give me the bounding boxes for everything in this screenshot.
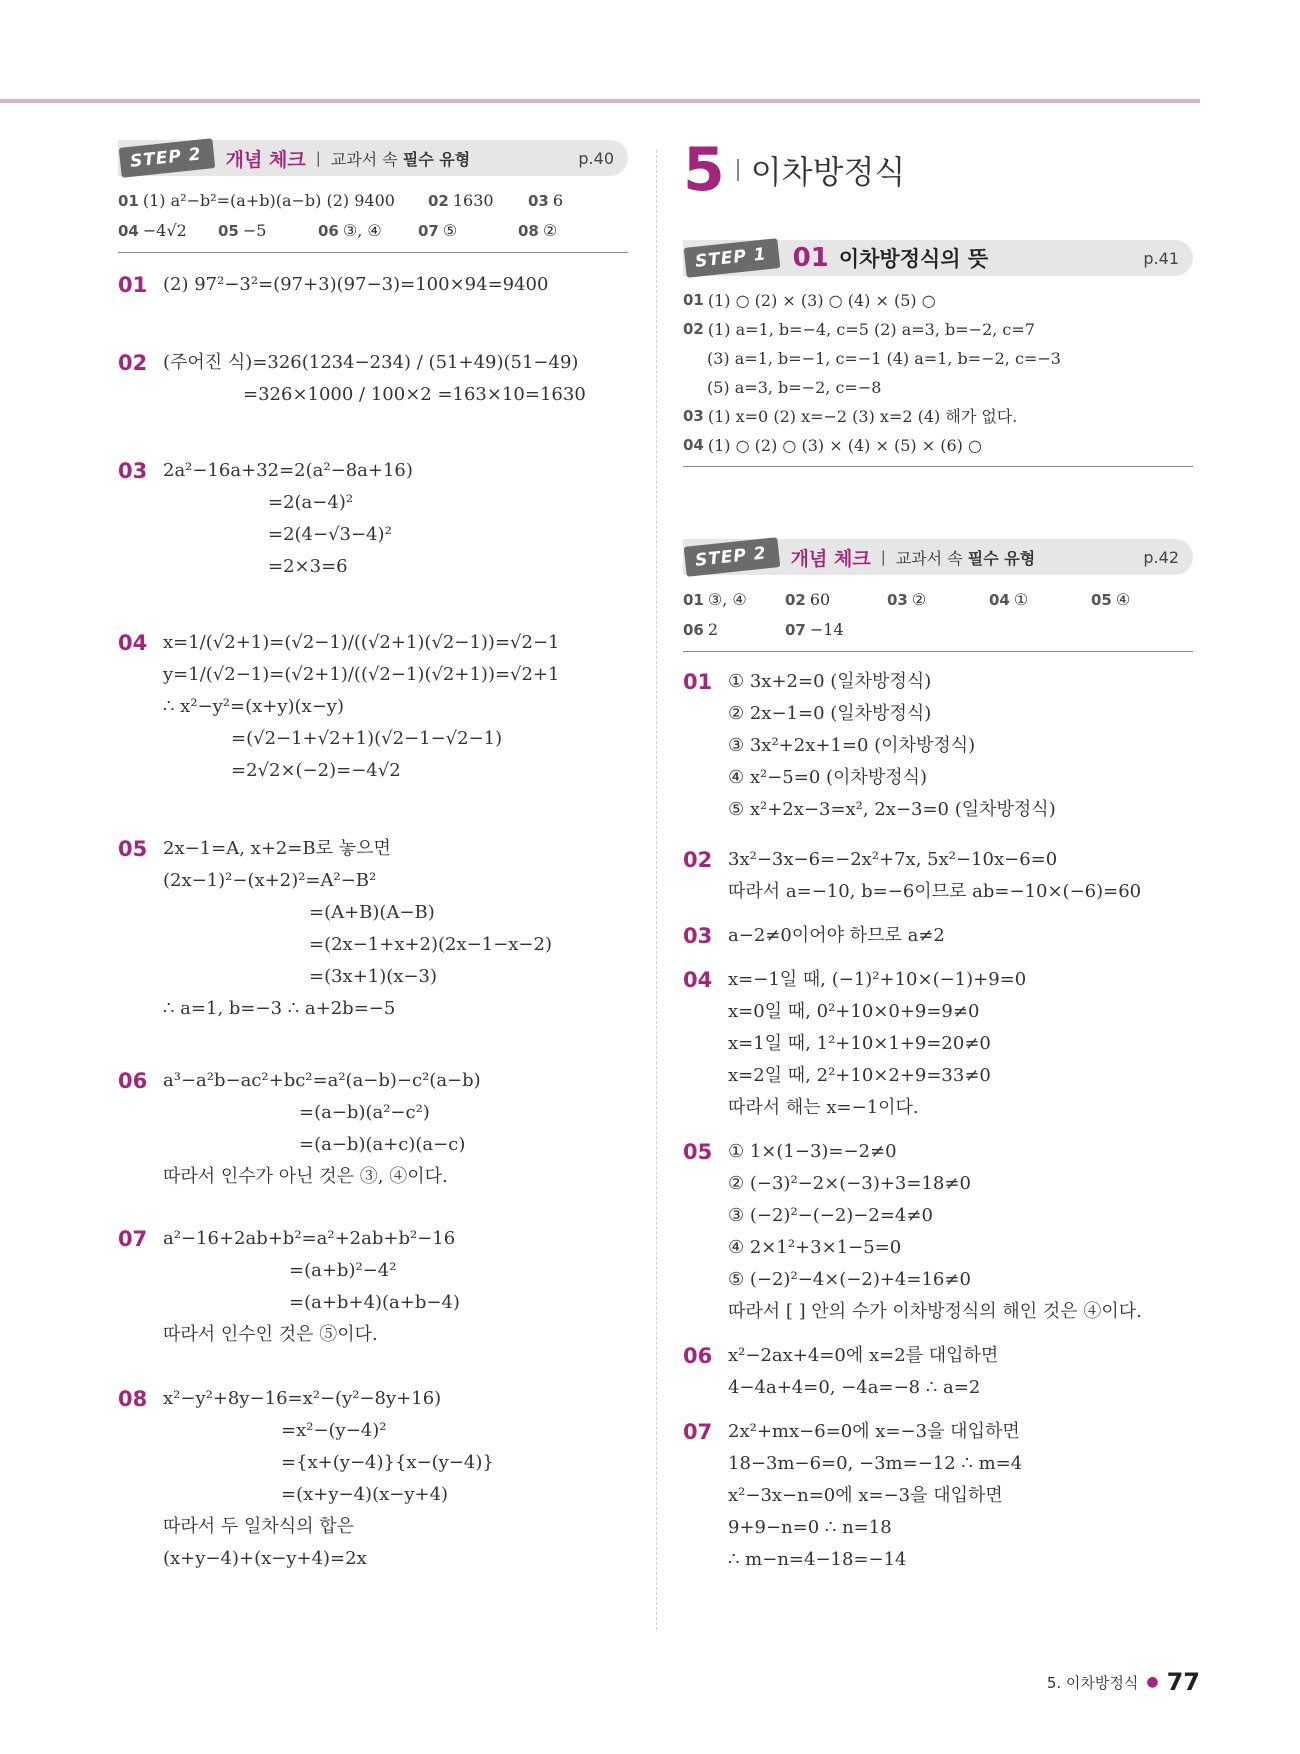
solution-line: x=1일 때, 1²+10×1+9=20≠0 (728, 1033, 991, 1054)
answer-item (418, 216, 518, 246)
answer-row (683, 286, 1193, 315)
answer-row (683, 315, 1193, 344)
solution-item (683, 666, 1193, 826)
solution-line: 따라서 a=−10, b=−6이므로 ab=−10×(−6)=60 (728, 881, 1142, 902)
answer-number: 03 (528, 192, 549, 210)
solution-line: =(x+y−4)(x−y+4) (281, 1484, 449, 1505)
answer-value: (1) ○ (2) × (3) ○ (4) × (5) ○ (707, 291, 936, 310)
title-separator: | (880, 548, 886, 566)
answer-number: 04 (683, 436, 704, 454)
solution-line: 따라서 인수인 것은 ⑤이다. (163, 1324, 378, 1345)
answer-value: (5) a=3, b=−2, c=−8 (707, 378, 882, 397)
solution-line: 2x²+mx−6=0에 x=−3을 대입하면 (728, 1421, 1020, 1442)
solution-line: ∴ a=1, b=−3 ∴ a+2b=−5 (163, 998, 396, 1019)
step1-header (683, 240, 1193, 276)
step2-header (683, 539, 1193, 575)
answer-value: ③, ④ (342, 221, 382, 240)
solution-line: x²−3x−n=0에 x=−3을 대입하면 (728, 1485, 1003, 1506)
solutions (683, 666, 1193, 1576)
page-ref: p.41 (1143, 248, 1179, 268)
solution-item (118, 833, 628, 1025)
answer-item (785, 585, 887, 615)
answer-item (518, 216, 618, 246)
solution-line: ① 1×(1−3)=−2≠0 (728, 1141, 897, 1162)
solutions (118, 269, 628, 1575)
solution-item (118, 269, 628, 301)
solution-line: ④ 2×1²+3×1−5=0 (728, 1237, 902, 1258)
solution-number: 08 (118, 1387, 148, 1411)
solution-line: =2(4−√3−4)² (268, 524, 392, 545)
footer-dot: ● (1146, 1674, 1159, 1690)
solution-line: ① 3x+2=0 (일차방정식) (728, 671, 932, 692)
solution-number: 01 (683, 670, 713, 694)
left-column (118, 140, 628, 1599)
section-title: 개념 체크 (790, 547, 871, 570)
solution-line: =(2x−1+x+2)(2x−1−x−2) (309, 934, 552, 955)
solution-line: =(a−b)(a+c)(a−c) (299, 1134, 466, 1155)
solution-line: (x+y−4)+(x−y+4)=2x (163, 1548, 367, 1569)
answer-number: 02 (683, 320, 704, 338)
answer-number: 01 (683, 291, 704, 309)
solution-line: =2√2×(−2)=−4√2 (231, 760, 401, 781)
chapter-bar (737, 159, 739, 181)
solution-item (118, 1223, 628, 1351)
answer-value: (1) ○ (2) ○ (3) × (4) × (5) × (6) ○ (707, 436, 982, 455)
answer-number: 06 (318, 222, 339, 240)
solution-line: 9+9−n=0 ∴ n=18 (728, 1517, 892, 1538)
answer-item (1091, 585, 1193, 615)
page-ref: p.40 (578, 148, 614, 168)
section-subtitle: 교과서 속 필수 유형 (330, 149, 471, 169)
solution-line: 2a²−16a+32=2(a²−8a+16) (163, 460, 413, 481)
answer-number: 04 (989, 591, 1010, 609)
page-ref: p.42 (1143, 547, 1179, 567)
solution-item (683, 1136, 1193, 1328)
solution-item (683, 920, 1193, 952)
chapter-number: 5 (683, 135, 725, 205)
answer-row (683, 585, 1193, 615)
solution-item (683, 844, 1193, 908)
answer-value: ③, ④ (707, 590, 747, 609)
solution-line: ∴ m−n=4−18=−14 (728, 1549, 907, 1570)
solution-line: x=0일 때, 0²+10×0+9=9≠0 (728, 1001, 980, 1022)
solution-number: 03 (683, 924, 713, 948)
solution-item (118, 455, 628, 583)
answer-number: 03 (683, 407, 704, 425)
right-column (683, 135, 1193, 1600)
answer-row (683, 431, 1193, 460)
page-footer (1047, 1668, 1200, 1696)
solution-line: 따라서 인수가 아닌 것은 ③, ④이다. (163, 1166, 448, 1187)
answer-number: 04 (118, 222, 139, 240)
answer-item (683, 615, 785, 645)
answer-number: 06 (683, 621, 704, 639)
solution-item (683, 964, 1193, 1124)
solution-line: x=2일 때, 2²+10×2+9=33≠0 (728, 1065, 991, 1086)
solution-line: =(a+b)²−4² (289, 1260, 397, 1281)
solution-number: 06 (118, 1069, 148, 1093)
answer-number: 05 (1091, 591, 1112, 609)
column-divider (656, 150, 657, 1630)
answer-number: 02 (785, 591, 806, 609)
answer-number: 05 (218, 222, 239, 240)
solution-line: ⑤ (−2)²−4×(−2)+4=16≠0 (728, 1269, 971, 1290)
solution-number: 04 (683, 968, 713, 992)
solution-number: 04 (118, 631, 148, 655)
solution-line: ② (−3)²−2×(−3)+3=18≠0 (728, 1173, 971, 1194)
answer-number: 01 (118, 192, 139, 210)
solution-line: 따라서 두 일차식의 합은 (163, 1516, 355, 1537)
solution-line: 2x−1=A, x+2=B로 놓으면 (163, 838, 391, 859)
section-subtitle: 교과서 속 필수 유형 (895, 548, 1036, 568)
solution-line: ={x+(y−4)}{x−(y−4)} (281, 1452, 494, 1473)
lesson-number: 01 (792, 243, 829, 273)
solution-line: =(a−b)(a²−c²) (299, 1102, 430, 1123)
solution-line: ③ 3x²+2x+1=0 (이차방정식) (728, 735, 976, 756)
answer-value: ⑤ (442, 221, 458, 240)
answer-item (428, 186, 528, 216)
solution-line: =(3x+1)(x−3) (309, 966, 437, 987)
answer-value: 6 (552, 191, 564, 210)
solution-line: =x²−(y−4)² (281, 1420, 387, 1441)
solution-line: a³−a²b−ac²+bc²=a²(a−b)−c²(a−b) (163, 1070, 481, 1091)
solution-line: 따라서 해는 x=−1이다. (728, 1097, 919, 1118)
solution-line: 따라서 [ ] 안의 수가 이차방정식의 해인 것은 ④이다. (728, 1301, 1142, 1322)
answer-value: 1630 (452, 191, 494, 210)
solution-number: 02 (118, 351, 148, 375)
answer-number: 03 (887, 591, 908, 609)
answer-row (118, 186, 628, 216)
answer-number: 01 (683, 591, 704, 609)
answer-item (118, 186, 428, 216)
solution-number: 05 (683, 1140, 713, 1164)
answer-value: 2 (707, 620, 719, 639)
answer-value: −14 (809, 620, 844, 639)
answer-key (118, 186, 628, 246)
answer-number: 08 (518, 222, 539, 240)
solution-line: =(√2−1+√2+1)(√2−1−√2−1) (231, 728, 503, 749)
answer-value: −4√2 (142, 221, 187, 240)
answer-value: ② (911, 590, 927, 609)
solution-line: =326×1000 / 100×2 =163×10=1630 (243, 384, 586, 405)
answer-number: 02 (428, 192, 449, 210)
solution-item (118, 347, 628, 411)
answer-row (118, 216, 628, 246)
answer-row (683, 615, 1193, 645)
divider (683, 651, 1193, 652)
solution-number: 07 (118, 1227, 148, 1251)
solution-line: x=−1일 때, (−1)²+10×(−1)+9=0 (728, 969, 1027, 990)
solution-line: ④ x²−5=0 (이차방정식) (728, 767, 928, 788)
solution-line: x=1/(√2+1)=(√2−1)/((√2+1)(√2−1))=√2−1 (163, 632, 560, 653)
title-separator: | (315, 149, 321, 167)
answer-item (785, 615, 887, 645)
answer-value: (3) a=1, b=−1, c=−1 (4) a=1, b=−2, c=−3 (707, 349, 1061, 368)
answer-item (218, 216, 318, 246)
page-number: 77 (1166, 1668, 1200, 1696)
answer-row (683, 402, 1193, 431)
solution-line: (2x−1)²−(x+2)²=A²−B² (163, 870, 377, 891)
answer-item (528, 186, 628, 216)
answer-row (683, 373, 1193, 402)
answer-value: −5 (242, 221, 267, 240)
answer-number: 07 (785, 621, 806, 639)
step-badge: STEP 2 (684, 537, 780, 577)
answer-number: 07 (418, 222, 439, 240)
solution-line: x²−2ax+4=0에 x=2를 대입하면 (728, 1345, 999, 1366)
answer-key-step1 (683, 286, 1193, 460)
solution-line: (2) 97²−3²=(97+3)(97−3)=100×94=9400 (163, 274, 549, 295)
answer-item (118, 216, 218, 246)
lesson-title: 이차방정식의 뜻 (838, 247, 989, 271)
answer-item (887, 585, 989, 615)
solution-line: ∴ x²−y²=(x+y)(x−y) (163, 696, 344, 717)
answer-item (683, 585, 785, 615)
chapter-name: 이차방정식 (750, 153, 906, 191)
answer-value: (1) x=0 (2) x=−2 (3) x=2 (4) 해가 없다. (707, 407, 1018, 426)
solution-item (683, 1340, 1193, 1404)
section-title: 개념 체크 (225, 148, 306, 171)
step-badge: STEP 1 (684, 238, 780, 278)
solution-line: a²−16+2ab+b²=a²+2ab+b²−16 (163, 1228, 456, 1249)
solution-item (118, 627, 628, 787)
solution-item (683, 1416, 1193, 1576)
solution-number: 07 (683, 1420, 713, 1444)
chapter-title (683, 135, 1193, 205)
solution-number: 06 (683, 1344, 713, 1368)
solution-line: =2×3=6 (268, 556, 348, 577)
solution-item (118, 1383, 628, 1575)
solution-line: 18−3m−6=0, −3m=−12 ∴ m=4 (728, 1453, 1023, 1474)
solution-line: 4−4a+4=0, −4a=−8 ∴ a=2 (728, 1377, 981, 1398)
divider (118, 252, 628, 253)
answer-value: (1) a²−b²=(a+b)(a−b) (2) 9400 (142, 191, 395, 210)
solution-line: a−2≠0이어야 하므로 a≠2 (728, 925, 945, 946)
footer-chapter: 5. 이차방정식 (1046, 1673, 1139, 1692)
solution-line: (주어진 식)=326(1234−234) / (51+49)(51−49) (163, 352, 579, 373)
solution-line: ③ (−2)²−(−2)−2=4≠0 (728, 1205, 933, 1226)
solution-number: 02 (683, 848, 713, 872)
answer-item (989, 585, 1091, 615)
solution-number: 03 (118, 459, 148, 483)
solution-item (118, 1065, 628, 1193)
solution-line: =(a+b+4)(a+b−4) (289, 1292, 460, 1313)
divider (683, 466, 1193, 467)
answer-key-step2 (683, 585, 1193, 645)
solution-line: ② 2x−1=0 (일차방정식) (728, 703, 932, 724)
solution-line: =2(a−4)² (268, 492, 354, 513)
answer-item (318, 216, 418, 246)
solution-number: 01 (118, 273, 148, 297)
solution-line: y=1/(√2−1)=(√2+1)/((√2−1)(√2+1))=√2+1 (163, 664, 560, 685)
answer-value: ① (1013, 590, 1029, 609)
solution-line: =(A+B)(A−B) (309, 902, 435, 923)
top-rule (0, 99, 1200, 103)
step-badge: STEP 2 (119, 138, 215, 178)
answer-value: 60 (809, 590, 831, 609)
answer-row (683, 344, 1193, 373)
solution-line: 3x²−3x−6=−2x²+7x, 5x²−10x−6=0 (728, 849, 1058, 870)
answer-value: ② (542, 221, 558, 240)
answer-value: ④ (1115, 590, 1131, 609)
solution-line: x²−y²+8y−16=x²−(y²−8y+16) (163, 1388, 442, 1409)
solution-line: ⑤ x²+2x−3=x², 2x−3=0 (일차방정식) (728, 799, 1056, 820)
solution-number: 05 (118, 837, 148, 861)
answer-value: (1) a=1, b=−4, c=5 (2) a=3, b=−2, c=7 (707, 320, 1035, 339)
step2-header (118, 140, 628, 176)
